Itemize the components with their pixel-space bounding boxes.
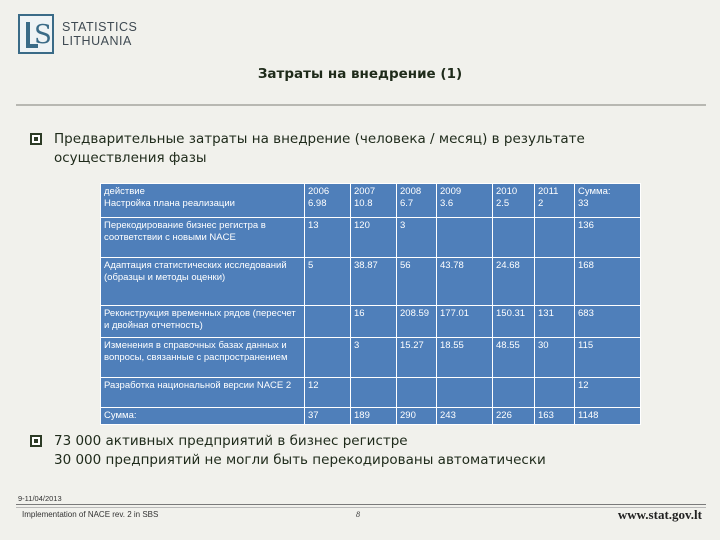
table-cell-value: 2009 3.6 bbox=[437, 184, 493, 218]
table-cell-value bbox=[397, 378, 437, 408]
table-cell-value bbox=[351, 378, 397, 408]
table-cell-value: 115 bbox=[575, 338, 641, 378]
table-cell-value: 16 bbox=[351, 306, 397, 338]
table-cell-activity: Разработка национальной версии NACE 2 bbox=[101, 378, 305, 408]
table-cell-activity: Адаптация статистических исследований (образцы и методы оценки) bbox=[101, 258, 305, 306]
bullet-costs bbox=[30, 130, 670, 168]
footer-divider-2 bbox=[16, 507, 706, 508]
table-cell-value: 177.01 bbox=[437, 306, 493, 338]
table-row bbox=[101, 218, 641, 258]
table-cell-value: 48.55 bbox=[493, 338, 535, 378]
table-cell-value: 208.59 bbox=[397, 306, 437, 338]
table-cell-value: 226 bbox=[493, 408, 535, 425]
table-cell-value: 2007 10.8 bbox=[351, 184, 397, 218]
table-cell-value: 43.78 bbox=[437, 258, 493, 306]
bullet-enterprises bbox=[30, 432, 670, 470]
table-cell-value: 189 bbox=[351, 408, 397, 425]
logo-text bbox=[62, 20, 137, 48]
table-cell-activity: Изменения в справочных базах данных и вопросы, связанные с распространением bbox=[101, 338, 305, 378]
table-cell-value: 12 bbox=[575, 378, 641, 408]
slide-title: Затраты на внедрение (1) bbox=[257, 66, 463, 82]
table-cell-value: 38.87 bbox=[351, 258, 397, 306]
table-cell-value bbox=[305, 338, 351, 378]
table-cell-value: 18.55 bbox=[437, 338, 493, 378]
table-cell-value: 13 bbox=[305, 218, 351, 258]
table-cell-activity: Реконструкция временных рядов (пересчет и двойная отчетность) bbox=[101, 306, 305, 338]
table-cell-value: 37 bbox=[305, 408, 351, 425]
table-cell-value: 290 bbox=[397, 408, 437, 425]
table-cell-value: 56 bbox=[397, 258, 437, 306]
table-cell-value: 163 bbox=[535, 408, 575, 425]
table-cell-activity: Перекодирование бизнес регистра в соответствии с новыми NACE bbox=[101, 218, 305, 258]
table-cell-value bbox=[493, 378, 535, 408]
table-cell-value: 243 bbox=[437, 408, 493, 425]
bullet-costs-text: Предварительные затраты на внедрение (человека / месяц) в результате осуществления фазы bbox=[54, 131, 585, 166]
table-cell-value: 168 bbox=[575, 258, 641, 306]
table-cell-value: 2006 6.98 bbox=[305, 184, 351, 218]
table-row bbox=[101, 258, 641, 306]
table-cell-value: 150.31 bbox=[493, 306, 535, 338]
table-cell-value bbox=[535, 218, 575, 258]
table-cell-value: 3 bbox=[397, 218, 437, 258]
footer-divider bbox=[16, 504, 706, 505]
checkbox-bullet-icon bbox=[30, 435, 42, 447]
table-cell-value: 120 bbox=[351, 218, 397, 258]
table-cell-value: 136 bbox=[575, 218, 641, 258]
table-cell-value: 15.27 bbox=[397, 338, 437, 378]
logo-line1: STATISTICS bbox=[62, 20, 138, 34]
page-number: 8 bbox=[356, 510, 360, 519]
table-row bbox=[101, 338, 641, 378]
table-row bbox=[101, 306, 641, 338]
statistics-lithuania-logo bbox=[18, 14, 178, 58]
table-cell-value: 1148 bbox=[575, 408, 641, 425]
table-cell-value: 2011 2 bbox=[535, 184, 575, 218]
checkbox-bullet-icon bbox=[30, 133, 42, 145]
table-cell-value: 24.68 bbox=[493, 258, 535, 306]
table-cell-value: 30 bbox=[535, 338, 575, 378]
table-row bbox=[101, 408, 641, 425]
table-cell-value bbox=[535, 258, 575, 306]
logo-line2: LITHUANIA bbox=[62, 34, 132, 48]
bullet-enterprises-line1: 73 000 активных предприятий в бизнес регистре bbox=[54, 433, 408, 449]
table-cell-value bbox=[437, 218, 493, 258]
footer-caption: Implementation of NACE rev. 2 in SBS bbox=[22, 510, 159, 519]
footer-date: 9-11/04/2013 bbox=[18, 494, 62, 503]
table-cell-value bbox=[305, 306, 351, 338]
costs-table bbox=[100, 183, 641, 425]
logo-icon: S bbox=[18, 14, 54, 54]
table-cell-value: Сумма: 33 bbox=[575, 184, 641, 218]
table-cell-value: 5 bbox=[305, 258, 351, 306]
table-cell-activity: Сумма: bbox=[101, 408, 305, 425]
table-cell-value: 2010 2.5 bbox=[493, 184, 535, 218]
table-cell-activity: действие Настройка плана реализации bbox=[101, 184, 305, 218]
table-cell-value bbox=[493, 218, 535, 258]
table-cell-value bbox=[535, 378, 575, 408]
table-cell-value: 683 bbox=[575, 306, 641, 338]
bullet-enterprises-line2: 30 000 предприятий не могли быть перекодированы автоматически bbox=[54, 452, 546, 468]
table-row bbox=[101, 184, 641, 218]
title-divider bbox=[16, 104, 706, 106]
table-row bbox=[101, 378, 641, 408]
table-cell-value: 131 bbox=[535, 306, 575, 338]
table-cell-value: 3 bbox=[351, 338, 397, 378]
website-link[interactable]: www.stat.gov.lt bbox=[617, 507, 702, 522]
table-cell-value: 2008 6.7 bbox=[397, 184, 437, 218]
table-cell-value bbox=[437, 378, 493, 408]
table-cell-value: 12 bbox=[305, 378, 351, 408]
